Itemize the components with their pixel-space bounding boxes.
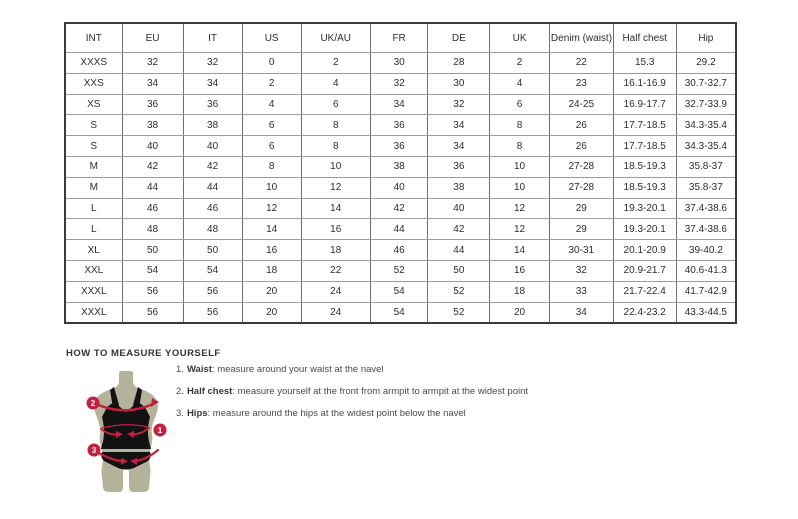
table-row [65,136,736,157]
table-cell: 12 [242,198,301,219]
column-header: Denim (waist) [549,23,613,53]
table-row [65,73,736,94]
table-row [65,177,736,198]
table-cell: 32 [122,53,183,74]
measure-section-title: HOW TO MEASURE YOURSELF [66,348,221,359]
table-cell: 2 [242,73,301,94]
table-cell: 34 [370,94,428,115]
table-cell: 20.1-20.9 [613,240,676,261]
table-cell: 19.3-20.1 [613,198,676,219]
table-cell: 14 [242,219,301,240]
table-cell: 10 [301,156,370,177]
table-cell: 36 [370,115,428,136]
table-cell: 0 [242,53,301,74]
table-cell: 56 [183,302,242,323]
table-cell: 36 [122,94,183,115]
table-cell: 20 [490,302,550,323]
table-row [65,302,736,323]
table-cell: XXXL [65,302,122,323]
table-cell: 8 [242,156,301,177]
half-chest-badge-number: 2 [90,399,96,408]
table-cell: 20 [242,302,301,323]
table-row [65,281,736,302]
table-cell: S [65,136,122,157]
column-header: UK [490,23,550,53]
table-cell: 27-28 [549,177,613,198]
table-cell: 12 [301,177,370,198]
table-cell: 34.3-35.4 [676,136,736,157]
table-cell: XL [65,240,122,261]
table-cell: 20 [242,281,301,302]
table-cell: 52 [428,281,490,302]
table-cell: 48 [122,219,183,240]
table-cell: 18 [490,281,550,302]
table-cell: 54 [370,302,428,323]
table-cell: 46 [122,198,183,219]
size-chart-table [64,22,737,324]
table-cell: 39-40.2 [676,240,736,261]
table-cell: 29.2 [676,53,736,74]
measure-steps-list [176,364,596,430]
table-cell: 24-25 [549,94,613,115]
table-cell: 26 [549,136,613,157]
table-row [65,53,736,74]
table-cell: 46 [183,198,242,219]
table-cell: 56 [122,281,183,302]
column-header: US [242,23,301,53]
table-cell: 22.4-23.2 [613,302,676,323]
table-cell: 19.3-20.1 [613,219,676,240]
table-cell: 22 [549,53,613,74]
table-cell: M [65,177,122,198]
table-cell: 16 [242,240,301,261]
table-cell: 6 [301,94,370,115]
table-cell: 2 [301,53,370,74]
step-text: : measure around your waist at the navel [211,364,384,375]
table-cell: 2 [490,53,550,74]
table-cell: 6 [490,94,550,115]
column-header: FR [370,23,428,53]
table-cell: 56 [183,281,242,302]
table-cell: 8 [301,115,370,136]
table-cell: 17.7-18.5 [613,136,676,157]
table-cell: 21.7-22.4 [613,281,676,302]
table-cell: 29 [549,198,613,219]
table-row [65,94,736,115]
table-cell: 24 [301,281,370,302]
table-cell: 46 [370,240,428,261]
table-cell: 36 [183,94,242,115]
column-header: Half chest [613,23,676,53]
table-cell: 35.8-37 [676,156,736,177]
table-cell: 50 [183,240,242,261]
table-cell: 34 [122,73,183,94]
table-cell: 48 [183,219,242,240]
table-cell: 44 [122,177,183,198]
step-number: 3. [176,408,184,419]
table-cell: 10 [490,156,550,177]
table-cell: 23 [549,73,613,94]
column-header: Hip [676,23,736,53]
table-cell: 10 [242,177,301,198]
table-cell: XXXS [65,53,122,74]
table-cell: 52 [370,260,428,281]
table-cell: 32 [370,73,428,94]
table-cell: 4 [301,73,370,94]
table-cell: 30.7-32.7 [676,73,736,94]
table-cell: 28 [428,53,490,74]
table-cell: 30 [428,73,490,94]
table-cell: 37.4-38.6 [676,219,736,240]
table-cell: XXXL [65,281,122,302]
table-row [65,115,736,136]
column-header: INT [65,23,122,53]
measure-step-hips [176,408,596,419]
table-cell: 8 [490,115,550,136]
table-cell: 38 [122,115,183,136]
table-cell: 30-31 [549,240,613,261]
step-text: : measure yourself at the front from armpit to armpit at the widest point [232,386,529,397]
table-cell: 29 [549,219,613,240]
table-cell: 42 [370,198,428,219]
hip-badge-number: 3 [91,446,97,455]
table-cell: 40 [428,198,490,219]
step-label: Waist [186,364,212,375]
table-cell: 40.6-41.3 [676,260,736,281]
table-cell: 43.3-44.5 [676,302,736,323]
table-cell: 42 [428,219,490,240]
table-cell: 40 [183,136,242,157]
table-cell: 32 [549,260,613,281]
table-cell: XXS [65,73,122,94]
table-cell: 54 [183,260,242,281]
table-row [65,198,736,219]
table-row [65,156,736,177]
table-cell: 32 [183,53,242,74]
table-cell: XS [65,94,122,115]
table-cell: 38 [428,177,490,198]
size-chart-section [64,22,737,324]
table-cell: 50 [122,240,183,261]
table-cell: 6 [242,136,301,157]
column-header: UK/AU [301,23,370,53]
table-cell: 38 [370,156,428,177]
mannequin-figure-icon [68,371,183,501]
table-cell: 20.9-21.7 [613,260,676,281]
table-cell: 34 [428,115,490,136]
table-cell: 32.7-33.9 [676,94,736,115]
step-label: Half chest [186,386,233,397]
measurement-mannequin-illustration [68,371,183,501]
table-cell: 4 [242,94,301,115]
table-cell: 36 [370,136,428,157]
table-cell: 14 [490,240,550,261]
table-cell: 12 [490,198,550,219]
table-cell: 10 [490,177,550,198]
step-label: Hips [186,408,208,419]
table-cell: 54 [370,281,428,302]
table-cell: 34 [549,302,613,323]
table-cell: 24 [301,302,370,323]
table-cell: L [65,198,122,219]
step-text: : measure around the hips at the widest point below the navel [207,408,466,419]
table-cell: 34 [183,73,242,94]
measure-step-waist [176,364,596,375]
table-cell: 14 [301,198,370,219]
table-cell: 8 [301,136,370,157]
table-cell: 15.3 [613,53,676,74]
table-cell: 35.8-37 [676,177,736,198]
table-cell: 36 [428,156,490,177]
table-cell: 16.1-16.9 [613,73,676,94]
table-cell: 26 [549,115,613,136]
header-row [65,23,736,53]
column-header: DE [428,23,490,53]
table-cell: 27-28 [549,156,613,177]
table-cell: L [65,219,122,240]
table-cell: 16.9-17.7 [613,94,676,115]
table-cell: 44 [428,240,490,261]
table-cell: 16 [301,219,370,240]
table-cell: 33 [549,281,613,302]
table-cell: 56 [122,302,183,323]
table-cell: S [65,115,122,136]
table-cell: 50 [428,260,490,281]
step-number: 1. [176,364,184,375]
table-cell: 42 [122,156,183,177]
table-cell: 8 [490,136,550,157]
table-cell: 18.5-19.3 [613,177,676,198]
table-cell: 54 [122,260,183,281]
table-cell: 12 [490,219,550,240]
table-cell: 34.3-35.4 [676,115,736,136]
table-cell: 37.4-38.6 [676,198,736,219]
table-cell: 32 [428,94,490,115]
table-cell: 42 [183,156,242,177]
waist-badge-number: 1 [157,426,163,435]
table-cell: 52 [428,302,490,323]
table-cell: 44 [370,219,428,240]
table-cell: 4 [490,73,550,94]
table-cell: 34 [428,136,490,157]
table-cell: 17.7-18.5 [613,115,676,136]
table-cell: 18 [242,260,301,281]
measure-step-half-chest [176,386,596,397]
table-row [65,219,736,240]
table-cell: 44 [183,177,242,198]
table-cell: 41.7-42.9 [676,281,736,302]
table-cell: M [65,156,122,177]
table-cell: 18 [301,240,370,261]
table-cell: 16 [490,260,550,281]
column-header: EU [122,23,183,53]
step-number: 2. [176,386,184,397]
table-cell: 40 [122,136,183,157]
table-cell: 6 [242,115,301,136]
table-row [65,240,736,261]
table-cell: 30 [370,53,428,74]
column-header: IT [183,23,242,53]
table-row [65,260,736,281]
table-cell: 18.5-19.3 [613,156,676,177]
table-cell: 22 [301,260,370,281]
table-cell: 38 [183,115,242,136]
table-cell: XXL [65,260,122,281]
table-cell: 40 [370,177,428,198]
